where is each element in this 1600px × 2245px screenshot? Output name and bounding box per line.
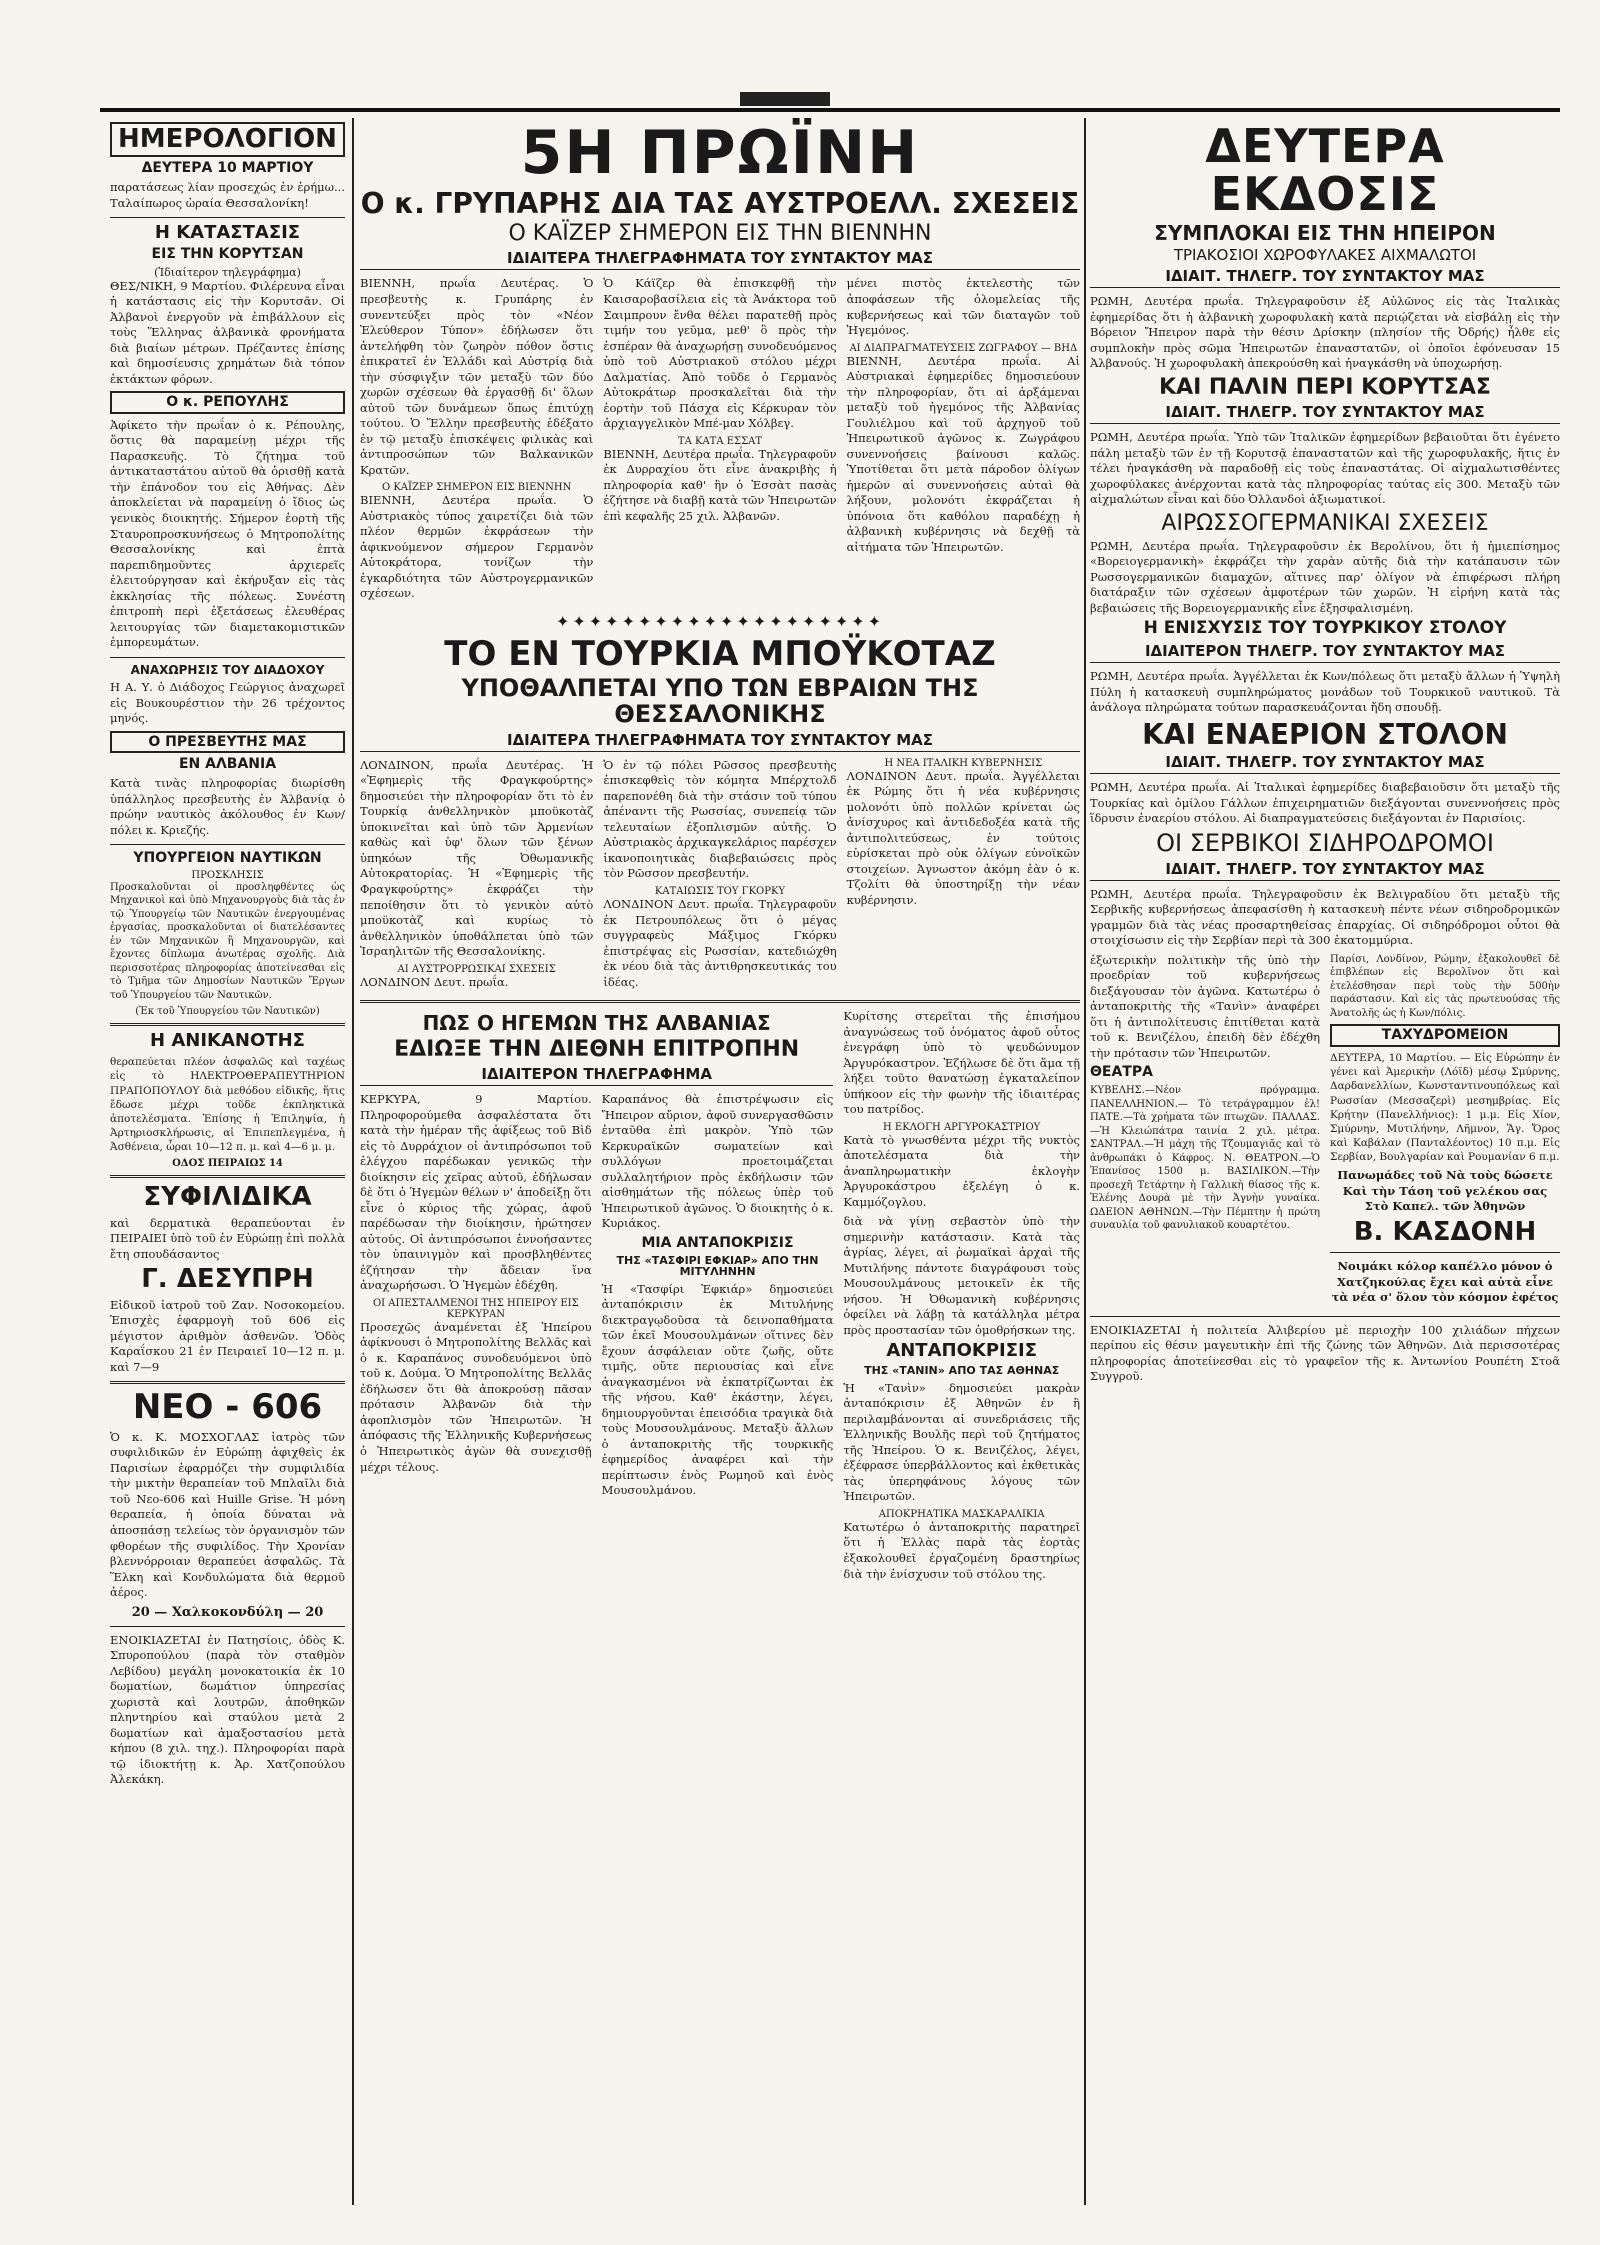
ornament-divider: ✦✦✦✦✦✦✦✦✦✦✦✦✦✦✦✦✦✦✦✦ xyxy=(555,611,885,631)
section-title: ΤΑΧΥΔΡΟΜΕΙΟΝ xyxy=(1330,1024,1560,1047)
subheading: ΙΔΙΑΙΤ. ΤΗΛΕΓΡ. ΤΟΥ ΣΥΝΤΑΚΤΟΥ ΜΑΣ xyxy=(1090,860,1560,881)
headline: Η ΕΝΙΣΧΥΣΙΣ ΤΟΥ ΤΟΥΡΚΙΚΟΥ ΣΤΟΛΟΥ xyxy=(1143,618,1507,639)
article-text: Ὁ Κάϊζερ θὰ ἐπισκεφθῇ τὴν Καισαροβασίλεια εἰς τὰ Ἀνάκτορα τοῦ Σαιμπρουν ἔνθα θέλει παρατεθῇ πρὸς τιμήν του γεῦμα, μεθ' ὃ πρὸς τὴν ἑσπέραν θὰ ἀναχωρήσῃ συνοδευόμενος ὑπὸ τοῦ Αὐστριακοῦ στόλου μέχρι Δαλματίας. Ἀπὸ τοῦδε ὁ Γερμανὸς Αὐτοκράτωρ προσκαλεῖται διὰ τὴν ἑορτὴν τοῦ Πάσχα εἰς Κέρκυραν τὸν ἀρχιαγγελικὸν Μπέ-μαν Χόλβεγ. xyxy=(603,276,837,431)
article-text: ΒΙΕΝΝΗ, πρωΐα Δευτέρας. Ὁ πρεσβευτὴς κ. Γρυπάρης ἐν συνεντεύξει πρὸς τὸν «Νέον Ἐλεύθερον Τύπον» ἐδήλωσεν ὅτι ἀντελήφθη τὸν ζωηρὸν πόθον ὅστις ἐπικρατεῖ ἐν Ἑλλάδι καὶ Αὐστρίᾳ διὰ τὴν σύσφιγξιν τῶν μεταξὺ τῶν δύο χωρῶν σχέσεων θὰ ἐργασθῇ δι' ὅλων αὐτοῦ τῶν δυνάμεων ὅπως ἐπιτύχῃ τούτου. Ὁ Ἕλλην πρεσβευτὴς ἐδέξατο ἐν τῷ μεταξὺ ἐπισκέψεις φιλικὰς καὶ ἀντιπροσώπων τῶν Βαλκανικῶν Κρατῶν. xyxy=(360,276,594,477)
article-text: Ἡ «Τασφίρι Ἐφκιάρ» δημοσιεύει ἀνταπόκρισιν ἐκ Μιτυλήνης διεκτραγῳδοῦσα τὰ δεινοπαθήματα τῶν ἐκεῖ Μουσουλμάνων οἵτινες δὲν ἔχουν ἀσφάλειαν οὔτε ζωῆς, οὔτε τιμῆς, οὔτε περιουσίας καὶ εἶνε ἀναγκασμένοι νὰ ἐκπατρίζωνται ἐκ τῆς νήσου. Καθ' ἑκάστην, λέγει, δημιουργοῦνται ἐπεισόδια τραγικὰ διὰ τοὺς Μουσουλμάνους. Μεταξὺ ἄλλων ὁ ἀνταποκριτὴς τῆς τουρκικῆς ἐφημερίδος ἀναφέρει καὶ τὴν περίπτωσιν ἐνὸς Ρωμηοῦ καὶ ἑνὸς Μουσουλμάνου. xyxy=(601,1281,834,1498)
subheading: ΙΔΙΑΙΤ. ΤΗΛΕΓΡ. ΤΟΥ ΣΥΝΤΑΚΤΟΥ ΜΑΣ xyxy=(1090,753,1560,774)
ad-text: Πανωμάδες τοῦ Νὰ τοὺς δώσετε Καὶ τὴν Τάση τοῦ γελέκου σας Στὸ Καπελ. τῶν Ἀθηνῶν xyxy=(1337,1168,1553,1214)
ad-text: θεραπεύεται πλέον ἀσφαλῶς καὶ ταχέως εἰς τὸ ΗΛΕΚΤΡΟΘΕΡΑΠΕΥΤΗΡΙΟΝ ΠΡΑΠΟΠΟΥΛΟΥ διὰ μεθόδου εἰδικῆς, ἥτις ἔδωσε μέχρι τοῦδε ἐκπληκτικὰ ἀποτελέσματα. Ἐπίσης ἡ Ἐπιληψία, ἡ Ἀρτηριοσκλήρωσις, αἱ Ἐπιπεπλεγμένα, ἡ Ἀσθένεια, ὧραι 10—12 π. μ. καὶ 4—6 μ. μ. xyxy=(110,1056,345,1154)
ad-title: ΝΕΟ - 606 xyxy=(132,1387,323,1428)
article-text: Κυρίτσης στερεῖται τῆς ἐπισήμου ἀναγνώσεως τοῦ ὀνόματος ἀφοῦ οὗτος ἐνεγράφη ὑπὸ τὸ ψευδώνυμον Ἀργυρόκαστρον. Ἐζήλωσε δὲ ὅτι ἅμα τῇ λήξει τοῦτο θανατώσῃ ἐγκαταλείπον ὑπήκοον εἰς τὴν φωνὴν τῆς ἰδιαιτέρας του πατρίδος. xyxy=(843,1009,1080,1117)
headline: ΤΗΣ «ΤΑΝΙΝ» ΑΠΟ ΤΑΣ ΑΘΗΝΑΣ xyxy=(864,1364,1060,1378)
ad-title: ΣΥΦΙΛΙΔΙΚΑ xyxy=(143,1182,312,1213)
headline: ΜΙΑ ΑΝΤΑΠΟΚΡΙΣΙΣ xyxy=(641,1234,794,1251)
article-text: ΛΟΝΔΙΝΟΝ Δευτ. πρωΐα. Τηλεγραφοῦν ἐκ Πετρουπόλεως ὅτι ὁ μέγας συγγραφεὺς Μάξιμος Γκόρκυ ἐπιστρέψας εἰς Ρωσσίαν, κατεδιώχθη ἐκ νέου διὰ τὰς ἀντιθρησκευτικάς του ἰδέας. xyxy=(603,896,837,989)
article-text: Η Α. Υ. ὁ Διάδοχος Γεώργιος ἀναχωρεῖ εἰς Βουκουρέστιον τὴν 26 τρέχοντος μηνός. xyxy=(110,680,345,726)
headline: ΚΑΙ ΠΑΛΙΝ ΠΕΡΙ ΚΟΡΥΤΣΑΣ xyxy=(1159,374,1491,400)
headline: ΑΙΡΩΣΣΟΓΕΡΜΑΝΙΚΑΙ ΣΧΕΣΕΙΣ xyxy=(1161,510,1489,536)
ad-title: Η ΑΝΙΚΑΝΟΤΗΣ xyxy=(150,1030,305,1052)
article-tag: Η ΕΚΛΟΓΗ ΑΡΓΥΡΟΚΑΣΤΡΙΟΥ xyxy=(883,1121,1041,1133)
almanac-date: ΔΕΥΤΕΡΑ 10 ΜΑΡΤΙΟΥ xyxy=(141,160,314,177)
ad-text: καὶ δερματικὰ θεραπεύονται ἐν ΠΕΙΡΑΙΕΙ ὑπὸ τοῦ ἐν Εὐρώπῃ ἐπὶ πολλὰ ἔτη σπουδάσαντος xyxy=(110,1215,345,1261)
column-divider xyxy=(352,118,354,2205)
article-text: ΛΟΝΔΙΝΟΝ Δευτ. πρωΐα. Ἀγγέλλεται ἐκ Ρώμης ὅτι ἡ νέα κυβέρνησις μολονότι ὑπὸ πολλῶν κρίνεται ὡς ἀνίσχυρος καὶ ἀντιδεδοξέα κατὰ τῆς ἀντιπολιτεύσεως, ἐν τούτοις εὑρίσκεται πρὸ οὐκ ὀλίγων εὐνοϊκῶν στοιχείων. Ἀγνωστον ἀκόμη ἐὰν ὁ κ. Τζολίτι θὰ ὑποστηρίξῃ τὴν νέαν κυβέρνησιν. xyxy=(846,768,1080,907)
almanac-title: ΗΜΕΡΟΛΟΓΙΟΝ xyxy=(110,122,345,157)
article-text: Προσκαλοῦνται οἱ προσληφθέντες ὡς Μηχανικοὶ καὶ ὑπὸ Μηχανουργοὺς διὰ τὰς ἐν τῷ Ὑπουργείῳ τῶν Ναυτικῶν ἐνεργουμένας ἐργασίας, προσκαλοῦνται οἱ διατελέσαντες ἐν τῶν Μηχανικῶν ἢ Μηχανουργῶν, καὶ ἔχοντες δίπλωμα ἀνωτέρας σχολῆς. Διὰ περισσοτέρας πληροφορίας ἀποτείνεσθαι εἰς τὸ Τμῆμα τῶν Δημοσίων Ναυτικῶν Ἔργων τοῦ Ὑπουργείου τῶν Ναυτικῶν. xyxy=(110,881,345,1001)
article-text: Κατωτέρω ὁ ἀνταποκριτὴς παρατηρεῖ ὅτι ἡ Ἑλλὰς παρὰ τὰς ἑορτὰς ἐξακολουθεῖ ἐργαζομένη δραστηρίως διὰ τὴν ἐνίσχυσιν τοῦ στόλου της. xyxy=(843,1519,1080,1581)
ad-text: Εἰδικοῦ ἰατροῦ τοῦ Ζαν. Νοσοκομείου. Ἐπισχὲς ἐφαρμογὴ τοῦ 606 εἰς μέγιστον ἀριθμὸν ἀσθενῶν. Ὁδὸς Καραΐσκου 21 ἐν Πειραιεῖ 10—12 π. μ. καὶ 7—9 xyxy=(110,1297,345,1374)
subheading: ΙΔΙΑΙΤ. ΤΗΛΕΓΡ. ΤΟΥ ΣΥΝΤΑΚΤΟΥ ΜΑΣ xyxy=(1090,403,1560,424)
headline: ΟΙ ΣΕΡΒΙΚΟΙ ΣΙΔΗΡΟΔΡΟΜΟΙ xyxy=(1156,828,1494,857)
section-title: Η ΚΑΤΑΣΤΑΣΙΣ xyxy=(154,222,301,244)
article-text: ΡΩΜΗ, Δευτέρα πρωΐα. Τηλεγραφοῦσιν ἐκ Βερολίνου, ὅτι ἡ ἡμιεπίσημος «Βορειογερμανικὴ» ἐκφράζει τὴν χαρὰν αὐτῆς διὰ τὴν κατάπαυσιν τῶν Ρωσσογερμανικῶν διαμαχῶν, αἵτινες παρ' ὀλίγον νὰ ἐπιφέρωσι πλήρη διατάραξιν τῶν σχέσεων ἀμφοτέρων τῶν χωρῶν. Ἡ εἰρήνη κατὰ τὰς βεβαιώσεις τῆς Βορειογερμανικῆς εἶνε ἐξησφαλισμένη. xyxy=(1090,538,1560,615)
article-text: ΘΕΣ/ΝΙΚΗ, 9 Μαρτίου. Φιλέρευνα εἶναι ἡ κατάστασις εἰς τὴν Κορυτσᾶν. Οἱ Ἀλβανοὶ ἐνεργοῦν νὰ ἐπιβάλλουν εἰς τοὺς Ἕλληνας ἀλβανικὰ φρονήματα διὰ βιαίων μέτρων. Πρέζαντες ἐπίσης καὶ δημοσίευσις χρημάτων διὰ τόπον ἐκτάκτων φόρων. xyxy=(110,278,345,386)
article-text: Ἀφίκετο τὴν πρωΐαν ὁ κ. Ρέπουλης, ὅστις θὰ παραμείνῃ μέχρι τῆς Παρασκευῆς. Τὸ ζήτημα τοῦ ἀντικαταστάτου αὐτοῦ θὰ ὁρισθῇ κατὰ τὴν ἐπάνοδον του εἰς Ἀθήνας. Δὲν ἀποκλείεται νὰ παραμείνῃ ὁ ἴδιος ὡς γενικὸς διοικητής. Σήμερον ἑορτὴ τῆς Σταυροπροσκυνήσεως ὁ Μητροπολίτης Θεσσαλονίκης καὶ ἑπτὰ παρεπιδημοῦντες ἀρχιερεῖς ἐλειτούργησαν καὶ ἐκήρυξαν εἰς τὰς ἐκκλησίας τῆς πόλεως. Συνέστη ἐπιτροπὴ περὶ ἐξετάσεως ἐλευθέρας λειτουργίας τῶν διαμετακομιστικῶν ἐμπορευμάτων. xyxy=(110,417,345,650)
ad-doctor-name: Γ. ΔΕΣΥΠΡΗ xyxy=(141,1264,314,1295)
article-text: ΛΟΝΔΙΝΟΝ Δευτ. πρωΐα. xyxy=(360,974,509,989)
headline: ΣΥΜΠΛΟΚΑΙ ΕΙΣ ΤΗΝ ΗΠΕΙΡΟΝ xyxy=(1154,220,1496,245)
article-tag: Η ΝΕΑ ΙΤΑΛΙΚΗ ΚΥΒΕΡΝΗΣΙΣ xyxy=(884,757,1043,769)
center-column xyxy=(360,118,1080,2205)
article-text: ΚΕΡΚΥΡΑ, 9 Μαρτίου. Πληροφορούμεθα ἀσφαλέστατα ὅτι κατὰ τὴν ἡμέραν τῆς ἀφίξεως τοῦ Βὶδ εἰς τὸ Δυρράχιον οἱ ἀντιπρόσωποι τοῦ ἐλέγχου παρέδωκαν γενικῶς τὴν διοίκησιν εἰς χεῖρας αὐτοῦ, ἐδήλωσαν δὲ ὅτι ὁ Ἡγεμὼν θέλων ν' ἀποδείξῃ ὅτι εἶνε ὁ κύριος τῆς χώρας, ἀφοῦ παρέδωσαν τὴν διοίκησιν, ἠρώτησεν αὐτούς. Οἱ ἀντιπρόσωποι ἐννοήσαντες τὸν ὑπαινιγμὸν καὶ προσβληθέντες ἐζήτησαν τὴν ἄδειαν ἵνα ἀναχωρήσωσι. Ὁ Ἡγεμὼν ἐδέχθη. xyxy=(360,1092,592,1293)
headline: Ο κ. ΓΡΥΠΑΡΗΣ ΔΙΑ ΤΑΣ ΑΥΣΤΡΟΕΛΛ. ΣΧΕΣΕΙΣ xyxy=(360,187,1080,220)
ad-merchant-name: Β. ΚΑΣΔΟΝΗ xyxy=(1353,1216,1537,1247)
ad-address: 20 — Χαλκοκονδύλη — 20 xyxy=(131,1604,324,1620)
article-text: ΡΩΜΗ, Δευτέρα πρωΐα. Αἱ Ἰταλικαὶ ἐφημερίδες διαβεβαιοῦσιν ὅτι μεταξὺ τῆς Τουρκίας καὶ ὁμίλου Γάλλων ἐπιχειρηματιῶν διεξάγονται συνεννοήσεις πρὸς ἵδρυσιν ἐναερίου στόλου. Αἱ διαπραγματεύσεις διεξάγονται ἐν Παρισίοις. xyxy=(1090,780,1560,826)
headline: ΤΡΙΑΚΟΣΙΟΙ ΧΩΡΟΦΥΛΑΚΕΣ ΑΙΧΜΑΛΩΤΟΙ xyxy=(1173,245,1477,264)
article-text: Καραπάνος θὰ ἐπιστρέψωσιν εἰς Ἤπειρον αὔριον, ἀφοῦ συνεργασθῶσιν ἐνταῦθα ἐπὶ μακρὸν. Ὑπὸ τῶν Κερκυραϊκῶν σωματείων καὶ συλλόγων προετοιμάζεται συλλαλητήριον πρὸς ἐκδήλωσιν τῶν αἰσθημάτων τῆς πόλεως ὑπὲρ τοῦ Ἠπειρωτικοῦ ἀγῶνος. Ὁ διοικητὴς ὁ κ. Κυριάκος. xyxy=(601,1092,834,1231)
article-tag: ΚΑΤΑΙΩΣΙΣ ΤΟΥ ΓΚΟΡΚΥ xyxy=(654,885,786,897)
article-text: ΒΙΕΝΝΗ, Δευτέρα πρωΐα. Ὁ Αὐστριακὸς τύπος χαιρετίζει διὰ τῶν πλέον θερμῶν ἐκφράσεων τὴν ἀφικνούμενον σήμερον Γερμανὸν Αὐτοκράτορα, τονίζων τὴν ἐγκαρδιότητα τῶν Αὐστρογερμανικῶν σχέσεων. xyxy=(360,493,594,601)
headline: ΚΑΙ ΕΝΑΕΡΙΟΝ ΣΤΟΛΟΝ xyxy=(1142,717,1508,751)
theatre-listings: ΚΥΒΕΛΗΣ.—Νέον πρόγραμμα. ΠΑΝΕΛΛΗΝΙΟΝ.— Τὸ τετράγραμμον ἐλ! ΠΑΤΕ.—Τὰ χρήματα τῶν πτωχῶν. ΠΑΛΛΑΣ.—Ἡ Κλειώπάτρα ταινία 2 χιλ. μέτρα. ΣΑΝΤΡΑΛ.—Ἡ μάχη τῆς Τζουμαγιᾶς καὶ τὸ ἀνθρωπάκι ὁ Κάφρος. Ν. ΘΕΑΤΡΟΝ.—Ὁ Ἐπανίσος 1500 μ. ΒΑΣΙΛΙΚΟΝ.—Τὴν προσεχῆ Τετάρτην ἡ Γαλλικὴ θίασος τῆς κ. Ἐλένης Δουρὰ μὲ τὴν Ἀγνὴν γυναίκα. ΩΔΕΙΟΝ ΑΘΗΝΩΝ.—Τὴν Πέμπτην ἡ πρώτη συναυλία τοῦ φανυλιακοῦ κουαρτέτου. xyxy=(1090,1085,1320,1232)
article-text: ΡΩΜΗ, Δευτέρα πρωΐα. Τηλεγραφοῦσιν ἐξ Αὐλῶνος εἰς τὰς Ἰταλικὰς ἐφημερίδας ὅτι ἡ ἀλβανικὴ χωροφυλακὴ κατὰ περιῴζεται νὰ εἰσβάλῃ εἰς τὴν Βόρειον Ἤπειρον παρὰ τὴν θέσιν Δρίσκην (πλησίον τῆς Ὀδρής) ἦλθε εἰς συμπλοκὴν πρὸς σῶμα Ἠπειρωτῶν ἐπαναστατῶν, οἱ ὁποῖοι ἐφόνευσαν 15 Ἀλβανούς. Ἡ χωροφυλακὴ ἀπεκρούσθη καὶ ἠναγκάσθη νὰ ὑποχωρήσῃ. xyxy=(1090,294,1560,371)
headline: ΕΔΙΩΞΕ ΤΗΝ ΔΙΕΘΝΗ ΕΠΙΤΡΟΠΗΝ xyxy=(394,1037,800,1063)
subheading: ΙΔΙΑΙΤ. ΤΗΛΕΓΡ. ΤΟΥ ΣΥΝΤΑΚΤΟΥ ΜΑΣ xyxy=(1090,267,1560,288)
article-text: ΒΙΕΝΝΗ, Δευτέρα πρωΐα. Τηλεγραφοῦν ἐκ Δυρραχίου ὅτι εἶνε ἀνακριβὴς ἡ πληροφορία καθ' ἣν ὁ Ἐσσὰτ πασὰς ἐζήτησε νὰ διαβῇ κατὰ τῶν Ἠπειρωτῶν ἐπὶ κεφαλῆς 25 χιλ. Ἀλβανῶν. xyxy=(603,446,837,523)
article-tag: ΑΙ ΔΙΑΠΡΑΓΜΑΤΕΥΣΕΙΣ ΖΩΓΡΑΦΟΥ — ΒΗΔ xyxy=(849,342,1078,354)
section-title: ΥΠΟΥΡΓΕΙΟΝ ΝΑΥΤΙΚΩΝ xyxy=(133,850,322,867)
ad-address: ΟΔΟΣ ΠΕΙΡΑΙΩΣ 14 xyxy=(172,1158,283,1170)
section-title: ΑΝΑΧΩΡΗΣΙΣ ΤΟΥ ΔΙΑΔΟΧΟΥ xyxy=(130,662,325,677)
article-text: Κατὰ τινὰς πληροφορίας διωρίσθη ὑπάλληλος πρεσβευτὴς ἐν Ἀλβανίᾳ ὁ πρώην ναυτικὸς ἀκόλουθος ἐν Κων/πόλει κ. Κριεζής. xyxy=(110,776,345,837)
subheading: ΙΔΙΑΙΤΕΡΑ ΤΗΛΕΓΡΑΦΗΜΑΤΑ ΤΟΥ ΣΥΝΤΑΚΤΟΥ ΜΑΣ xyxy=(360,249,1080,270)
headline: ΥΠΟΘΑΛΠΕΤΑΙ ΥΠΟ ΤΩΝ ΕΒΡΑΙΩΝ ΤΗΣ ΘΕΣΣΑΛΟΝΙΚΗΣ xyxy=(461,674,979,728)
subheading: ΙΔΙΑΙΤΕΡΟΝ ΤΗΛΕΓΡΑΦΗΜΑ xyxy=(360,1065,833,1086)
article-text: ΡΩΜΗ, Δευτέρα πρωΐα. Ἀγγέλλεται ἐκ Κων/πόλεως ὅτι μεταξὺ ἄλλων ἡ Ὑψηλὴ Πύλη ἡ κατασκευὴ συμπληρώματος μονάδων τοῦ Τουρκικοῦ ναυτικοῦ. Τὰ ἀνάλογα πληρώματα τούτων παρασκευάζονται ἤδη σπουδῇ. xyxy=(1090,669,1560,715)
article-text: ἐξωτερικὴν πολιτικὴν τῆς ὑπὸ τὴν προεδρίαν τοῦ κυβερνήσεως διεξάγουσαν τὸν ἀγῶνα. Κατωτέρω ὁ ἀνταποκριτὴς τῆς «Τανὶν» ἀναφέρει ὅτι ἡ ἀντιπολίτευσις ἐπιτίθεται κατὰ τοῦ κ. Βενιζέλου, ἐπειδὴ δὲν ἐδέχθη τὴν πρότασιν τῶν Ἠπειρωτῶν. xyxy=(1090,952,1320,1060)
subheading: ΙΔΙΑΙΤΕΡΑ ΤΗΛΕΓΡΑΦΗΜΑΤΑ ΤΟΥ ΣΥΝΤΑΚΤΟΥ ΜΑΣ xyxy=(360,731,1080,752)
section-subtitle: ΕΝ ΑΛΒΑΝΙΑ xyxy=(178,756,277,773)
ad-text: Νοιμάκι κόλορ καπέλλο μόνον ὁ Χατζηκούλας ἔχει καὶ αὐτὰ εἶνε τὰ νέα σ' ὅλον τὸν κόσμον ἐφέτος xyxy=(1331,1259,1559,1305)
article-text: μένει πιστὸς ἐκτελεστὴς τῶν ἀποφάσεων τῆς ὁλομελείας τῆς κυβερνήσεως καὶ τῶν διαταγῶν τοῦ Ἡγεμόνος. xyxy=(846,276,1080,338)
article-tag: ΤΑ ΚΑΤΑ ΕΣΣΑΤ xyxy=(677,435,763,447)
second-edition-title: ΔΕΥΤΕΡΑ ΕΚΔΟΣΙΣ xyxy=(1205,119,1445,222)
article-tag: ΑΙ ΑΥΣΤΡΟΡΡΩΣΙΚΑΙ ΣΧΕΣΕΙΣ xyxy=(397,963,556,975)
headline: Ο ΚΑΪΖΕΡ ΣΗΜΕΡΟΝ ΕΙΣ ΤΗΝ ΒΙΕΝΝΗΝ xyxy=(508,221,932,247)
article-text: ΡΩΜΗ, Δευτέρα πρωΐα. Ὑπὸ τῶν Ἰταλικῶν ἐφημερίδων βεβαιοῦται ὅτι ἐγένετο πάλη μεταξὺ τῶν ἐν τῇ Κορυτσᾷ ἐπαναστατῶν καὶ τῆς χωροφυλακῆς, ἥτις ἐν τέλει ἠναγκάσθη νὰ παραδοθῇ εἰς τοὺς ἐπαναστάτας. Οἱ αἰχμαλωτισθέντες χωροφύλακες ἀνέρχονται κατὰ τὰς πληροφορίας ταύτας εἰς 300. Μεταξὺ τῶν αἰχμαλώτων εἶναι καὶ δύο Ὀλλανδοὶ ἀξιωματικοί. xyxy=(1090,430,1560,507)
headline: ΑΝΤΑΠΟΚΡΙΣΙΣ xyxy=(886,1340,1038,1362)
section-title: Ο ΠΡΕΣΒΕΥΤΗΣ ΜΑΣ xyxy=(110,731,345,754)
headline: ΤΗΣ «ΤΑΣΦΙΡΙ ΕΦΚΙΑΡ» ΑΠΟ ΤΗΝ ΜΙΤΥΛΗΝΗΝ xyxy=(616,1253,819,1279)
article-tag: Ο ΚΑΪΖΕΡ ΣΗΜΕΡΟΝ ΕΙΣ ΒΙΕΝΝΗΝ xyxy=(381,482,572,494)
headline: ΠΩΣ Ο ΗΓΕΜΩΝ ΤΗΣ ΑΛΒΑΝΙΑΣ xyxy=(422,1011,771,1036)
article-tag: ΑΠΟΚΡΗΑΤΙΚΑ ΜΑΣΚΑΡΑΛΙΚΙΑ xyxy=(878,1508,1045,1520)
article-tag: ΟΙ ΑΠΕΣΤΑΛΜΕΝΟΙ ΤΗΣ ΗΠΕΙΡΟΥ ΕΙΣ ΚΕΡΚΥΡΑΝ xyxy=(372,1297,579,1320)
article-text: Παρίσι, Λονδίνον, Ρώμην, ἐξακολουθεῖ δὲ ἐπιβλέπων εἰς Βερολῖνον ὅτι καὶ ἐτελέσθησαν περὶ τοὺς τὴν 500ὴν παράστασιν. Καὶ εἰς τὰς πρωτευούσας τῆς Ἀνατολῆς ὡς ἡ Κων/πόλις. xyxy=(1330,953,1560,1019)
headline: ΤΟ ΕΝ ΤΟΥΡΚΙΑ ΜΠΟΫΚΟΤΑΖ xyxy=(444,633,996,674)
signature: (Ἐκ τοῦ Ὑπουργείου τῶν Ναυτικῶν) xyxy=(135,1006,320,1018)
article-text: ΡΩΜΗ, Δευτέρα πρωΐα. Τηλεγραφοῦσιν ἐκ Βελιγραδίου ὅτι μεταξὺ τῆς Σερβικῆς κυβερνήσεως ἀπεφασίσθη ἡ κατασκευὴ πέντε νέων σιδηροδρομικῶν γραμμῶν διὰ τὰς νέας προσαρτηθείσας ἐπαρχίας. Οἱ σιδηρόδρομοι οὗτοι θὰ στοιχίσωσιν εἰς τὴν Σερβίαν περὶ τὰ 300 ἑκατομμύρια. xyxy=(1090,886,1560,948)
section-title: ΘΕΑΤΡΑ xyxy=(1090,1064,1153,1081)
ad-text: Ὁ κ. Κ. ΜΟΣΧΟΓΛΑΣ ἰατρὸς τῶν συφιλιδικῶν ἐν Εὐρώπῃ ἀφιχθεὶς ἐκ Παρισίων ἐφαρμόζει τὴν συμφιλιδία τὴν μικτὴν θεραπείαν τοῦ Μπλαῖλι διὰ τοῦ Νεο-606 καὶ Huille Grise. Ἡ μόνη θεραπεία, ἡ ὁποία δύναται νὰ ἀποσπάσῃ τελείως τὸν ὀργανισμὸν τῶν φθορέων τῆς συφιλίδος. Τὴν Χρονίαν βλεννόρροιαν θεραπεύει ἀσφαλῶς. Τὰ Ἕλκη καὶ Κονδυλώματα διὰ θερμοῦ ἀέρος. xyxy=(110,1429,345,1600)
article-text: Προσεχῶς ἀναμένεται ἐξ Ἠπείρου ἀφίκνουσι ὁ Μητροπολίτης Βελλᾶς καὶ ὁ κ. Καραπάνος συνοδευόμενοι ὑπὸ τοῦ κ. Δούμα. Ὁ Μητροπολίτης Βελλᾶς ἐδήλωσεν ὅτι θὰ ἀποκρούσῃ πᾶσαν πρότασιν Ἀλβανῶν διὰ τὴν ἀφοπλισμὸν τῶν Ἠπειρωτῶν. Ἡ ἀπόφασις τῆς Ἑλληνικῆς Κυβερνήσεως ὁ Ἠπειρωτικὸς ἀγὼν θὰ συνεχισθῇ μέχρι τέλους. xyxy=(360,1319,592,1474)
post-office-text: ΔΕΥΤΕΡΑ, 10 Μαρτίου. — Εἰς Εὐρώπην ἐν γένει καὶ Ἀμερικὴν (Λόϊδ) μέσῳ Σμύρνης, Δαρδανελλίων, Κωνσταντινουπόλεως καὶ Ρωσσίαν (Μεσσαζερὶ) μεσημβρίας. Εἰς Κρήτην (Πανελλήνιος): 1 μ.μ. Εἰς Χίον, Σμύρνην, Μυτιλήνην, Λῆμνον, Ἅγ. Ὄρος καὶ Καβάλαν (Πανταλέοντος) 10 π.μ. Εἰς Σερβίαν, Βουλγαρίαν καὶ Ρουμανίαν 6 π.μ. xyxy=(1330,1052,1560,1164)
article-text: Ὁ ἐν τῷ πόλει Ρῶσσος πρεσβευτὴς ἐπισκεφθεὶς τὸν κόμητα Μπέρχτολδ παρεπονέθη διὰ τὴν στάσιν τοῦ τύπου ἀπέναντι τῆς Ρωσσίας, συνεπείᾳ τῶν τελευταίων ἐξοπλισμῶν αὐτῆς. Ὁ Αὐστριακὸς ἀρχικαγκελάριος παρέσχεν ἱκανοποιητικὰς διαβεβαιώσεις πρὸς τὸν Ρῶσσον πρεσβευτήν. xyxy=(603,757,837,881)
right-column xyxy=(1090,118,1560,2205)
section-subtitle: ΠΡΟΣΚΛΗΣΙΣ xyxy=(191,869,264,881)
left-column xyxy=(110,118,345,2205)
edition-label: 5Η ΠΡΩΪΝΗ xyxy=(520,118,920,188)
section-subtitle: ΕΙΣ ΤΗΝ ΚΟΡΥΤΣΑΝ xyxy=(151,245,304,262)
section-title: Ο κ. ΡΕΠΟΥΛΗΣ xyxy=(110,391,345,414)
subheading: ΙΔΙΑΙΤΕΡΟΝ ΤΗΛΕΓΡ. ΤΟΥ ΣΥΝΤΑΚΤΟΥ ΜΑΣ xyxy=(1090,642,1560,663)
column-divider xyxy=(1084,118,1086,2205)
article-text: διὰ νὰ γίνῃ σεβαστὸν ὑπὸ τὴν σημερινὴν κατάστασιν. Κατὰ τὰς ἀγρίας, λέγει, αἱ ῥωμαϊκαὶ ἀρχαὶ τῆς Μυτιλήνης πάντοτε διαγράφουσι τοὺς Μουσουλμάνους μετοικεῖν ἐκ τῆς νήσου. Ἡ Ὀθωμανικὴ κυβέρνησις ὀφείλει νὰ λάβῃ τὰ κατάλληλα μέτρα πρὸς προστασίαν τῶν ὁμοθρήσκων της. xyxy=(843,1214,1080,1337)
section-tag: (Ἰδιαίτερον τηλεγράφημα) xyxy=(154,265,301,279)
almanac-intro: παρατάσεως λίαν προσεχώς ἐν ἐρήμω... Ταλαίπωρος ὡραία Θεσσαλονίκη! xyxy=(110,179,345,210)
article-text: ΛΟΝΔΙΝΟΝ, πρωΐα Δευτέρας. Ἡ «Ἐφημερὶς τῆς Φραγκφούρτης» δημοσιεύει τὴν πληροφορίαν ὅτι τὸ ἐν Τουρκίᾳ ἀνθελληνικὸν μποϋκοτὰζ ὑποκινεῖται καὶ ὑπὸ τῶν Ἀρμενίων καθὼς καὶ ὑφ' ὅλων τῶν ξένων ὑπηκόων τῆς Ὀθωμανικῆς Αὐτοκρατορίας. Ἡ «Ἐφημερὶς τῆς Φραγκφούρτης» ἐκφράζει τὴν πεποίθησιν ὅτι τὸ γενικὸν αὐτὸ μποϋκοτὰζ καὶ κυρίως τὸ ἀνθελληνικὸν ὑποθάλπεται ὑπὸ τῶν Ἰσραηλιτῶν τῆς Θεσσαλονίκης. xyxy=(360,757,594,959)
classified-text: ΕΝΟΙΚΙΑΖΕΤΑΙ ἡ πολιτεία Ἀλιβερίου μὲ περιοχὴν 100 χιλιάδων πήχεων περίπου εἰς θέσιν μαγευτικὴν ἐπὶ τῆς ζώνης τῶν Ἀθηνῶν. Διὰ περισσοτέρας πληροφορίας ἀποτείνεσθαι εἰς τὸ γραφεῖον τῆς κ. Ἀντωνίου Ρουπέτη Στοᾶ Συγγροῦ. xyxy=(1090,1322,1560,1384)
article-text: Κατὰ τὸ γνωσθέντα μέχρι τῆς νυκτὸς ἀποτελέσματα διὰ τὴν ἀναπληρωματικὴν ἐκλογὴν Ἀργυροκάστρου ἐξελέγη ὁ κ. Καμμόζογλου. xyxy=(843,1132,1080,1209)
classified-text: ΕΝΟΙΚΙΑΖΕΤΑΙ ἐν Πατησίοις, ὁδὸς Κ. Σπυροπούλου (παρὰ τὸν σταθμὸν Λεβίδου) μεγάλη μονοκατοικία ἐκ 10 δωματίων, δωμάτιον ὑπηρεσίας χωριστὰ καὶ λουτρῶν, ἀποθηκῶν πληντηρίου καὶ σταύλου μετὰ 2 δωματίων καὶ ἀμαξοστασίου μετὰ κήπου (8 χιλ. τηχ.). Πληροφορίαι παρὰ τῷ ἰδιοκτήτῃ κ. Ἀρ. Χατζοπούλου Ἀλεκάκη. xyxy=(110,1632,345,1787)
article-text: Ἡ «Τανὶν» δημοσιεύει μακρὰν ἀνταπόκρισιν ἐξ Ἀθηνῶν ἐν ἣ περιλαμβάνονται αἱ συνεδριάσεις τῆς Ἑλληνικῆς Βουλῆς περὶ τοῦ ζητήματος τῆς Ἠπείρου. Ὁ κ. Βενιζέλος, λέγει, ἐξέφρασε ὑπερβάλλοντος καὶ ἐκθετικὰς τὰς ὑπερηφάνους λόγους τῶν Ἠπειρωτῶν. xyxy=(843,1380,1080,1504)
article-text: ΒΙΕΝΝΗ, Δευτέρα πρωΐα. Αἱ Αὐστριακαὶ ἐφημερίδες δημοσιεύουν τὴν πληροφορίαν, ὅτι αἱ ἀρξάμεναι μεταξὺ τοῦ ἡγεμόνος τῆς Ἀλβανίας Γουλιέλμου καὶ τοῦ ἀρχηγοῦ τοῦ Ἠπειρωτικοῦ ἀγῶνος κ. Ζωγράφου συνεννοήσεις βαίνουσι καλῶς. Ὑποτίθεται ὅτι μετὰ πάροδον ὀλίγων ἡμερῶν αἱ συνεννοήσεις αὐταὶ θὰ λήξουν, μολονότι ἐκφράζεται ἡ ὑπόνοια ὅτι καθόλου παραδέχῃ ἡ ἀλβανικὴ κυβέρνησις νὰ δεχθῇ τὰ αἰτήματα τῶν Ἠπειρωτῶν. xyxy=(846,353,1080,554)
masthead-rule xyxy=(100,108,1560,112)
masthead-ornament xyxy=(740,92,830,106)
